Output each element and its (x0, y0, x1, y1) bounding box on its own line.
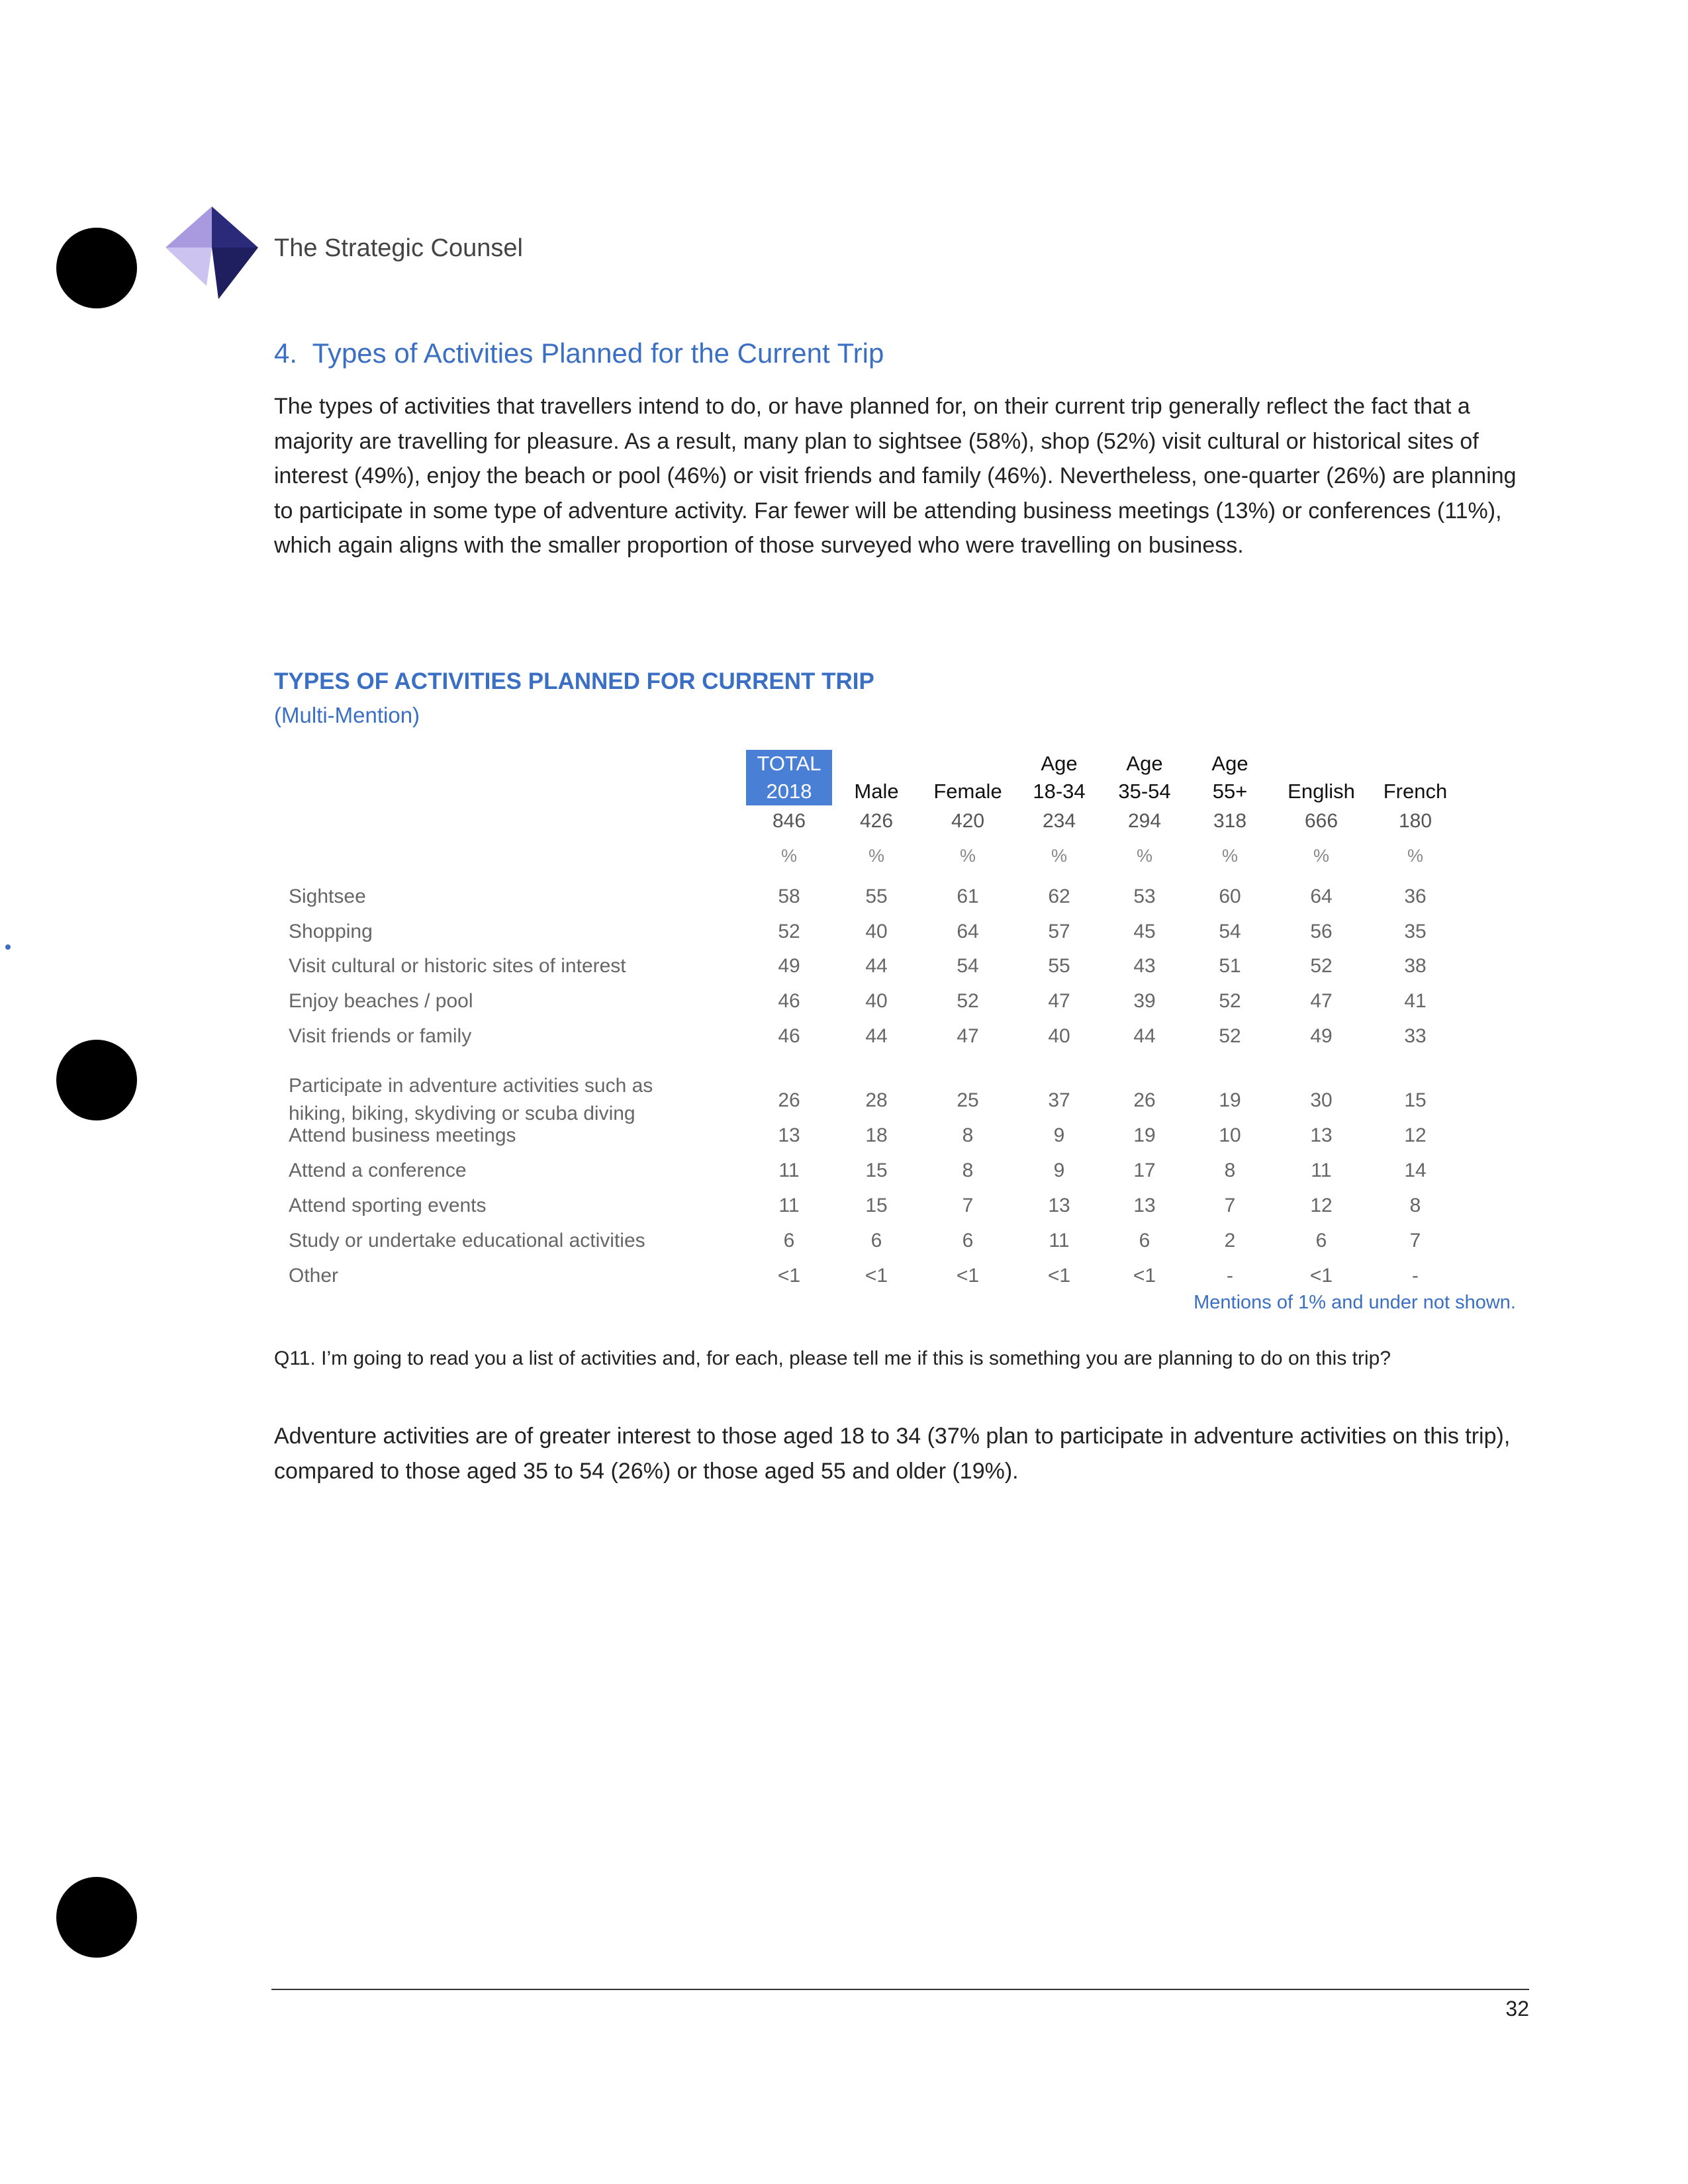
column-base-count: 420 (951, 810, 985, 832)
intro-paragraph: The types of activities that travellers intend to do, or have planned for, on their current trip generally reflect the fact that a majority are travelling for pleasure. As a result, many plan to sightsee (58%), shop (52%) visit cultural or historical sites of interest (49%), enjoy the beach or pool (46%) or visit friends and family (46%). Nevertheless, one-quarter (26%) are planning to participate in some type of adventure activity. Far fewer will be attending business meetings (13%) or conferences (11%), which again aligns with the smaller proportion of those surveyed who were travelling on business. (274, 394, 1517, 558)
table-cell: 7 (962, 1195, 974, 1216)
row-label: Attend sporting events (289, 1195, 487, 1216)
column-header-line2: 55+ (1212, 780, 1248, 803)
section-title: 4. Types of Activities Planned for the Current Trip (274, 338, 884, 369)
table-cell: 8 (1409, 1195, 1421, 1216)
table-cell: 25 (957, 1089, 979, 1111)
column-header-line2: English (1288, 780, 1355, 803)
column-header (1184, 750, 1276, 805)
table-cell: 11 (778, 1160, 800, 1181)
column-header (1098, 750, 1191, 805)
table-cell: 30 (1310, 1089, 1333, 1111)
table-cell: 57 (1048, 921, 1070, 942)
table-cell: 38 (1404, 955, 1427, 977)
table-cell: 15 (1404, 1089, 1427, 1111)
row-label: Attend a conference (289, 1160, 467, 1181)
table-cell: 12 (1404, 1124, 1427, 1146)
table-cell: 46 (778, 1025, 800, 1047)
table-cell: 10 (1219, 1124, 1241, 1146)
column-header (830, 750, 923, 805)
scan-dot (5, 944, 11, 950)
table-cell: 26 (778, 1089, 800, 1111)
table-cell: 47 (1048, 990, 1070, 1012)
table-cell: 55 (1048, 955, 1070, 977)
row-label: Study or undertake educational activities (289, 1230, 645, 1251)
table-cell: 9 (1053, 1124, 1065, 1146)
table-cell: 49 (1310, 1025, 1333, 1047)
table-cell: 64 (1310, 886, 1333, 907)
column-base-count: 666 (1304, 810, 1338, 832)
table-title: TYPES OF ACTIVITIES PLANNED FOR CURRENT TRIP (274, 668, 874, 694)
column-header-line2: Male (854, 780, 899, 803)
table-cell: 6 (870, 1230, 882, 1251)
punch-hole-middle (56, 1040, 137, 1120)
survey-question: Q11. I’m going to read you a list of activities and, for each, please tell me if this is something you are planning to do on this trip? (274, 1347, 1391, 1369)
column-percent-sign: % (1407, 846, 1423, 866)
column-header-line2: French (1383, 780, 1448, 803)
table-cell: 46 (778, 990, 800, 1012)
column-base-count: 318 (1213, 810, 1247, 832)
table-cell: 13 (1048, 1195, 1070, 1216)
table-cell: 58 (778, 886, 800, 907)
table-cell: <1 (956, 1265, 980, 1287)
table-cell: 41 (1404, 990, 1427, 1012)
footer-rule (271, 1989, 1529, 1990)
column-percent-sign: % (1313, 846, 1329, 866)
table-cell: 13 (1133, 1195, 1156, 1216)
column-percent-sign: % (959, 846, 976, 866)
table-cell: 45 (1133, 921, 1156, 942)
column-header-line1 (1369, 750, 1462, 778)
column-header-line1 (1275, 750, 1368, 778)
row-label: Enjoy beaches / pool (289, 990, 473, 1012)
column-percent-sign: % (1051, 846, 1067, 866)
table-cell: 6 (783, 1230, 795, 1251)
table-cell: 8 (962, 1124, 974, 1146)
column-header-line1: Age (1211, 752, 1248, 775)
table-cell: 19 (1219, 1089, 1241, 1111)
row-label: Participate in adventure activities such as hiking, biking, skydiving or scuba diving (289, 1075, 653, 1124)
table-cell: 35 (1404, 921, 1427, 942)
company-name: The Strategic Counsel (274, 234, 523, 262)
table-cell: 61 (957, 886, 979, 907)
column-header (1013, 750, 1105, 805)
table-cell: 39 (1133, 990, 1156, 1012)
punch-hole-bottom (56, 1877, 137, 1958)
column-header (1275, 750, 1368, 805)
table-cell: 28 (865, 1089, 888, 1111)
column-header-line2: 18-34 (1033, 780, 1086, 803)
table-cell: 60 (1219, 886, 1241, 907)
column-header-line1 (830, 750, 923, 778)
column-percent-sign: % (780, 846, 797, 866)
row-label: Visit cultural or historic sites of interest (289, 955, 626, 977)
column-header-line1: TOTAL (757, 752, 821, 775)
table-cell: 6 (1139, 1230, 1150, 1251)
table-cell: 64 (957, 921, 979, 942)
column-header-line1: Age (1126, 752, 1163, 775)
table-cell: 49 (778, 955, 800, 977)
column-header-line2: Female (933, 780, 1002, 803)
table-cell: - (1412, 1265, 1419, 1287)
column-percent-sign: % (868, 846, 884, 866)
table-cell: 47 (957, 1025, 979, 1047)
table-cell: 8 (1224, 1160, 1236, 1181)
table-subtitle: (Multi-Mention) (274, 703, 420, 727)
column-base-count: 234 (1042, 810, 1076, 832)
table-cell: 52 (957, 990, 979, 1012)
table-cell: 52 (1219, 990, 1241, 1012)
table-cell: 40 (865, 921, 888, 942)
column-header-line1 (921, 750, 1014, 778)
table-cell: 26 (1133, 1089, 1156, 1111)
column-header (921, 750, 1014, 805)
table-cell: 37 (1048, 1089, 1070, 1111)
table-cell: 52 (1219, 1025, 1241, 1047)
table-cell: 36 (1404, 886, 1427, 907)
page-number: 32 (1505, 1997, 1529, 2021)
table-cell: 2 (1224, 1230, 1236, 1251)
table-cell: 7 (1409, 1230, 1421, 1251)
column-percent-sign: % (1136, 846, 1152, 866)
table-cell: 8 (962, 1160, 974, 1181)
table-cell: 7 (1224, 1195, 1236, 1216)
table-cell: 12 (1310, 1195, 1333, 1216)
row-label: Attend business meetings (289, 1124, 516, 1146)
table-cell: 54 (957, 955, 979, 977)
table-cell: 33 (1404, 1025, 1427, 1047)
table-cell: 44 (865, 955, 888, 977)
column-base-count: 180 (1398, 810, 1432, 832)
column-header-line1: Age (1041, 752, 1078, 775)
table-cell: - (1227, 1265, 1233, 1287)
table-cell: <1 (777, 1265, 801, 1287)
row-label: Sightsee (289, 886, 366, 907)
row-label: Shopping (289, 921, 373, 942)
column-header-line2: 35-54 (1118, 780, 1171, 803)
column-base-count: 294 (1127, 810, 1162, 832)
table-cell: 44 (865, 1025, 888, 1047)
table-cell: <1 (1133, 1265, 1156, 1287)
row-label: Visit friends or family (289, 1025, 472, 1047)
table-cell: 43 (1133, 955, 1156, 977)
logo-icon (165, 206, 258, 299)
table-cell: 14 (1404, 1160, 1427, 1181)
table-cell: 44 (1133, 1025, 1156, 1047)
column-header (746, 750, 832, 805)
table-cell: 55 (865, 886, 888, 907)
table-cell: 9 (1053, 1160, 1065, 1181)
table-cell: 52 (778, 921, 800, 942)
table-cell: 15 (865, 1160, 888, 1181)
table-cell: 13 (1310, 1124, 1333, 1146)
table-cell: 11 (778, 1195, 800, 1216)
table-cell: 40 (865, 990, 888, 1012)
table-cell: 11 (1049, 1230, 1070, 1251)
column-header-line2: 2018 (766, 780, 812, 803)
table-cell: 54 (1219, 921, 1241, 942)
column-percent-sign: % (1221, 846, 1238, 866)
row-label: Other (289, 1265, 339, 1287)
table-cell: 62 (1048, 886, 1070, 907)
closing-paragraph: Adventure activities are of greater interest to those aged 18 to 34 (37% plan to participate in adventure activities on this trip), compared to those aged 35 to 54 (26%) or those aged 55 and older (19%). (274, 1424, 1511, 1484)
table-cell: 11 (1311, 1160, 1332, 1181)
table-cell: <1 (865, 1265, 888, 1287)
column-header (1369, 750, 1462, 805)
table-cell: 47 (1310, 990, 1333, 1012)
table-cell: 53 (1133, 886, 1156, 907)
table-cell: 13 (778, 1124, 800, 1146)
table-cell: 15 (865, 1195, 888, 1216)
table-cell: 6 (962, 1230, 974, 1251)
table-cell: 51 (1219, 955, 1241, 977)
table-cell: 17 (1133, 1160, 1156, 1181)
column-base-count: 426 (859, 810, 894, 832)
table-cell: <1 (1047, 1265, 1071, 1287)
table-cell: <1 (1309, 1265, 1333, 1287)
column-base-count: 846 (772, 810, 806, 832)
table-cell: 40 (1048, 1025, 1070, 1047)
table-cell: 56 (1310, 921, 1333, 942)
table-cell: 52 (1310, 955, 1333, 977)
table-cell: 6 (1315, 1230, 1327, 1251)
table-footnote: Mentions of 1% and under not shown. (1194, 1292, 1516, 1313)
punch-hole-top (56, 228, 137, 308)
table-cell: 18 (865, 1124, 888, 1146)
table-cell: 19 (1133, 1124, 1156, 1146)
